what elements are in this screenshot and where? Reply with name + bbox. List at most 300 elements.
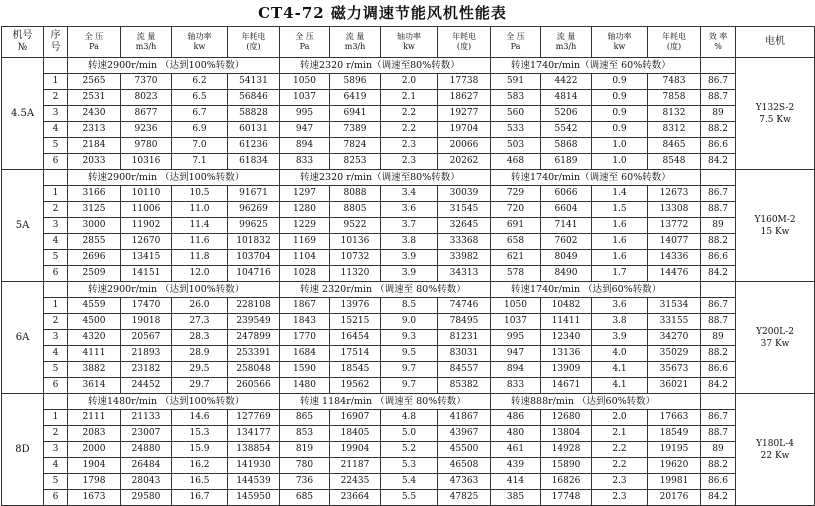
motor-spec: Y200L-2 37 Kw xyxy=(736,282,815,394)
table-cell: 14077 xyxy=(648,234,701,250)
table-cell: 86.6 xyxy=(701,138,736,154)
row-index: 3 xyxy=(44,218,68,234)
header-shaft-power: 轴功率 kw xyxy=(381,27,438,58)
table-cell: 19904 xyxy=(330,442,381,458)
row-index: 2 xyxy=(44,90,68,106)
table-cell: 583 xyxy=(491,90,541,106)
table-cell: 86.6 xyxy=(701,250,736,266)
table-cell: 3882 xyxy=(68,362,121,378)
table-cell: 3.4 xyxy=(381,186,438,202)
table-cell: 2.2 xyxy=(381,106,438,122)
table-cell: 1.6 xyxy=(592,218,648,234)
table-cell: 1.6 xyxy=(592,234,648,250)
table-cell: 253391 xyxy=(228,346,280,362)
table-cell: 16907 xyxy=(330,410,381,426)
table-cell: 13415 xyxy=(121,250,172,266)
table-cell: 1684 xyxy=(280,346,330,362)
row-index: 6 xyxy=(44,378,68,394)
table-row xyxy=(2,346,815,362)
table-row xyxy=(2,186,815,202)
table-cell: 12670 xyxy=(121,234,172,250)
table-cell: 45500 xyxy=(438,442,491,458)
motor-spec: Y160M-2 15 Kw xyxy=(736,170,815,282)
table-row xyxy=(2,90,815,106)
table-cell: 3.6 xyxy=(592,298,648,314)
header-shaft-power: 轴功率 kw xyxy=(172,27,228,58)
speed-row xyxy=(2,394,815,410)
table-cell: 12680 xyxy=(541,410,592,426)
table-cell: 2430 xyxy=(68,106,121,122)
table-cell: 88.7 xyxy=(701,90,736,106)
table-cell: 995 xyxy=(280,106,330,122)
motor-spec: Y180L-4 22 Kw xyxy=(736,394,815,506)
table-cell: 4320 xyxy=(68,330,121,346)
table-cell: 736 xyxy=(280,474,330,490)
page-title: CT4-72 磁力调速节能风机性能表 xyxy=(258,4,507,22)
table-cell: 88.2 xyxy=(701,458,736,474)
table-cell: 0.9 xyxy=(592,106,648,122)
speed-label: 转速2900r/min （达到100%转数） xyxy=(68,58,280,74)
table-cell: 86.7 xyxy=(701,186,736,202)
table-cell: 591 xyxy=(491,74,541,90)
table-cell: 1867 xyxy=(280,298,330,314)
table-cell: 4500 xyxy=(68,314,121,330)
fan-model: 5A xyxy=(2,170,44,282)
table-cell: 14928 xyxy=(541,442,592,458)
table-cell: 103704 xyxy=(228,250,280,266)
table-cell: 20176 xyxy=(648,490,701,506)
table-cell: 3125 xyxy=(68,202,121,218)
table-cell: 8677 xyxy=(121,106,172,122)
table-cell: 86.7 xyxy=(701,74,736,90)
table-cell: 414 xyxy=(491,474,541,490)
table-cell: 1169 xyxy=(280,234,330,250)
fan-performance-table xyxy=(1,26,815,506)
row-index: 4 xyxy=(44,458,68,474)
table-row xyxy=(2,234,815,250)
row-index: 1 xyxy=(44,410,68,426)
table-cell: 11902 xyxy=(121,218,172,234)
table-cell: 1.0 xyxy=(592,154,648,170)
table-cell: 5.5 xyxy=(381,490,438,506)
table-cell: 28043 xyxy=(121,474,172,490)
speed-label: 转速 1184r/min （调速至 80%转数） xyxy=(280,394,491,410)
table-cell: 1037 xyxy=(491,314,541,330)
table-cell: 2000 xyxy=(68,442,121,458)
table-cell: 1904 xyxy=(68,458,121,474)
table-cell: 1480 xyxy=(280,378,330,394)
table-cell: 17738 xyxy=(438,74,491,90)
table-cell: 247899 xyxy=(228,330,280,346)
table-cell: 3.9 xyxy=(381,266,438,282)
table-cell: 86.7 xyxy=(701,410,736,426)
table-cell: 1050 xyxy=(280,74,330,90)
table-cell: 61236 xyxy=(228,138,280,154)
table-cell: 0.9 xyxy=(592,74,648,90)
table-cell: 780 xyxy=(280,458,330,474)
table-cell: 13308 xyxy=(648,202,701,218)
table-cell: 7.1 xyxy=(172,154,228,170)
table-cell: 13772 xyxy=(648,218,701,234)
table-cell: 7858 xyxy=(648,90,701,106)
table-cell: 3000 xyxy=(68,218,121,234)
speed-label: 转速1740r/min（调速至 60%转数） xyxy=(491,58,701,74)
table-cell: 20262 xyxy=(438,154,491,170)
index-blank-cell xyxy=(44,58,68,74)
table-cell: 7824 xyxy=(330,138,381,154)
table-cell: 61834 xyxy=(228,154,280,170)
table-cell: 46508 xyxy=(438,458,491,474)
table-cell: 533 xyxy=(491,122,541,138)
table-cell: 19704 xyxy=(438,122,491,138)
table-cell: 17663 xyxy=(648,410,701,426)
speed-label: 转速2900r/min （达到100%转数） xyxy=(68,170,280,186)
table-cell: 23007 xyxy=(121,426,172,442)
table-cell: 12.0 xyxy=(172,266,228,282)
table-cell: 86.7 xyxy=(701,298,736,314)
table-cell: 19018 xyxy=(121,314,172,330)
table-cell: 6.7 xyxy=(172,106,228,122)
table-cell: 865 xyxy=(280,410,330,426)
table-row xyxy=(2,474,815,490)
table-cell: 995 xyxy=(491,330,541,346)
table-row xyxy=(2,218,815,234)
table-cell: 34313 xyxy=(438,266,491,282)
table-cell: 503 xyxy=(491,138,541,154)
row-index: 3 xyxy=(44,330,68,346)
table-cell: 23182 xyxy=(121,362,172,378)
row-index: 3 xyxy=(44,442,68,458)
table-cell: 9.7 xyxy=(381,378,438,394)
table-cell: 8465 xyxy=(648,138,701,154)
table-cell: 2.0 xyxy=(381,74,438,90)
table-cell: 10136 xyxy=(330,234,381,250)
table-cell: 8548 xyxy=(648,154,701,170)
table-cell: 29.7 xyxy=(172,378,228,394)
table-cell: 8805 xyxy=(330,202,381,218)
table-cell: 10.5 xyxy=(172,186,228,202)
table-row xyxy=(2,74,815,90)
table-cell: 258048 xyxy=(228,362,280,378)
table-cell: 85382 xyxy=(438,378,491,394)
table-row xyxy=(2,458,815,474)
table-cell: 5.2 xyxy=(381,442,438,458)
table-cell: 84.2 xyxy=(701,266,736,282)
table-cell: 9236 xyxy=(121,122,172,138)
table-cell: 1297 xyxy=(280,186,330,202)
header-index: 序 号 xyxy=(44,27,68,58)
table-cell: 621 xyxy=(491,250,541,266)
table-cell: 33155 xyxy=(648,314,701,330)
table-cell: 29.5 xyxy=(172,362,228,378)
table-cell: 23664 xyxy=(330,490,381,506)
table-cell: 81231 xyxy=(438,330,491,346)
table-cell: 21893 xyxy=(121,346,172,362)
table-cell: 4814 xyxy=(541,90,592,106)
table-cell: 1037 xyxy=(280,90,330,106)
table-cell: 47825 xyxy=(438,490,491,506)
table-cell: 78495 xyxy=(438,314,491,330)
row-index: 6 xyxy=(44,266,68,282)
table-cell: 89 xyxy=(701,106,736,122)
table-cell: 468 xyxy=(491,154,541,170)
fan-model: 8D xyxy=(2,394,44,506)
table-row xyxy=(2,154,815,170)
table-cell: 4.1 xyxy=(592,378,648,394)
table-cell: 24452 xyxy=(121,378,172,394)
table-cell: 239549 xyxy=(228,314,280,330)
table-cell: 11411 xyxy=(541,314,592,330)
table-cell: 21187 xyxy=(330,458,381,474)
table-cell: 11.6 xyxy=(172,234,228,250)
table-cell: 0.9 xyxy=(592,90,648,106)
table-row xyxy=(2,490,815,506)
table-cell: 7141 xyxy=(541,218,592,234)
table-cell: 2.2 xyxy=(592,442,648,458)
table-cell: 2.3 xyxy=(381,138,438,154)
table-cell: 2.2 xyxy=(592,458,648,474)
table-cell: 5.3 xyxy=(381,458,438,474)
table-cell: 947 xyxy=(491,346,541,362)
table-cell: 138854 xyxy=(228,442,280,458)
row-index: 5 xyxy=(44,474,68,490)
table-row xyxy=(2,330,815,346)
table-cell: 19562 xyxy=(330,378,381,394)
table-cell: 9.3 xyxy=(381,330,438,346)
speed-label: 转速1480r/min （达到100%转数） xyxy=(68,394,280,410)
table-cell: 145950 xyxy=(228,490,280,506)
table-cell: 21133 xyxy=(121,410,172,426)
table-cell: 19981 xyxy=(648,474,701,490)
speed-label: 转速1740r/min（调速至 60%转数） xyxy=(491,170,701,186)
table-row xyxy=(2,314,815,330)
table-row xyxy=(2,362,815,378)
speed-row xyxy=(2,282,815,298)
table-cell: 2033 xyxy=(68,154,121,170)
row-index: 6 xyxy=(44,490,68,506)
table-cell: 14151 xyxy=(121,266,172,282)
table-cell: 15890 xyxy=(541,458,592,474)
table-cell: 8312 xyxy=(648,122,701,138)
table-cell: 60131 xyxy=(228,122,280,138)
table-cell: 99625 xyxy=(228,218,280,234)
table-cell: 16826 xyxy=(541,474,592,490)
table-cell: 2184 xyxy=(68,138,121,154)
table-cell: 13136 xyxy=(541,346,592,362)
table-cell: 41867 xyxy=(438,410,491,426)
index-blank-cell xyxy=(44,170,68,186)
speed-label: 转速888r/min （达到60%转数） xyxy=(491,394,701,410)
table-cell: 1770 xyxy=(280,330,330,346)
table-cell: 28.3 xyxy=(172,330,228,346)
table-cell: 6.2 xyxy=(172,74,228,90)
table-cell: 9.7 xyxy=(381,362,438,378)
table-row xyxy=(2,426,815,442)
header-model: 机号 № xyxy=(2,27,44,58)
table-cell: 3.6 xyxy=(381,202,438,218)
table-cell: 101832 xyxy=(228,234,280,250)
header-flow: 流 量 m3/h xyxy=(330,27,381,58)
table-cell: 9780 xyxy=(121,138,172,154)
table-cell: 6419 xyxy=(330,90,381,106)
table-cell: 1229 xyxy=(280,218,330,234)
table-cell: 6.5 xyxy=(172,90,228,106)
table-cell: 729 xyxy=(491,186,541,202)
table-cell: 15215 xyxy=(330,314,381,330)
table-cell: 20066 xyxy=(438,138,491,154)
table-cell: 6941 xyxy=(330,106,381,122)
table-cell: 19620 xyxy=(648,458,701,474)
table-cell: 31545 xyxy=(438,202,491,218)
fan-model: 6A xyxy=(2,282,44,394)
table-cell: 18545 xyxy=(330,362,381,378)
table-cell: 2.3 xyxy=(381,154,438,170)
table-row xyxy=(2,122,815,138)
table-cell: 1028 xyxy=(280,266,330,282)
table-cell: 11320 xyxy=(330,266,381,282)
row-index: 2 xyxy=(44,426,68,442)
table-cell: 480 xyxy=(491,426,541,442)
table-cell: 43967 xyxy=(438,426,491,442)
table-cell: 86.6 xyxy=(701,474,736,490)
table-cell: 26484 xyxy=(121,458,172,474)
table-cell: 0.9 xyxy=(592,122,648,138)
table-cell: 461 xyxy=(491,442,541,458)
table-cell: 7483 xyxy=(648,74,701,90)
table-cell: 10732 xyxy=(330,250,381,266)
table-cell: 819 xyxy=(280,442,330,458)
table-cell: 20567 xyxy=(121,330,172,346)
table-cell: 8253 xyxy=(330,154,381,170)
table-cell: 127769 xyxy=(228,410,280,426)
speed-row xyxy=(2,170,815,186)
row-index: 4 xyxy=(44,122,68,138)
table-cell: 2696 xyxy=(68,250,121,266)
speed-label: 转速 2320r/min （调速至 80%转数） xyxy=(280,282,491,298)
table-cell: 96269 xyxy=(228,202,280,218)
table-cell: 3614 xyxy=(68,378,121,394)
table-cell: 31534 xyxy=(648,298,701,314)
table-cell: 2083 xyxy=(68,426,121,442)
row-index: 2 xyxy=(44,314,68,330)
table-cell: 16.5 xyxy=(172,474,228,490)
table-cell: 2.3 xyxy=(592,474,648,490)
row-index: 5 xyxy=(44,362,68,378)
table-cell: 853 xyxy=(280,426,330,442)
table-cell: 1050 xyxy=(491,298,541,314)
table-cell: 83031 xyxy=(438,346,491,362)
table-cell: 228108 xyxy=(228,298,280,314)
table-cell: 13976 xyxy=(330,298,381,314)
table-cell: 894 xyxy=(280,138,330,154)
table-cell: 2.3 xyxy=(592,490,648,506)
table-cell: 1798 xyxy=(68,474,121,490)
table-cell: 685 xyxy=(280,490,330,506)
table-cell: 19277 xyxy=(438,106,491,122)
table-cell: 15.9 xyxy=(172,442,228,458)
fan-model: 4.5A xyxy=(2,58,44,170)
table-cell: 1590 xyxy=(280,362,330,378)
table-cell: 2.1 xyxy=(592,426,648,442)
table-cell: 27.3 xyxy=(172,314,228,330)
table-cell: 13909 xyxy=(541,362,592,378)
speed-label: 转速2900r/min （达到100%转数） xyxy=(68,282,280,298)
row-index: 3 xyxy=(44,106,68,122)
table-row xyxy=(2,378,815,394)
header-flow: 流 量 m3/h xyxy=(541,27,592,58)
table-cell: 16.7 xyxy=(172,490,228,506)
table-cell: 947 xyxy=(280,122,330,138)
table-cell: 56846 xyxy=(228,90,280,106)
table-cell: 19195 xyxy=(648,442,701,458)
table-cell: 5542 xyxy=(541,122,592,138)
table-cell: 58828 xyxy=(228,106,280,122)
header-efficiency: 效 率 % xyxy=(701,27,736,58)
table-cell: 2509 xyxy=(68,266,121,282)
table-cell: 12340 xyxy=(541,330,592,346)
table-cell: 2565 xyxy=(68,74,121,90)
table-cell: 486 xyxy=(491,410,541,426)
table-cell: 84.2 xyxy=(701,490,736,506)
table-cell: 1.0 xyxy=(592,138,648,154)
table-cell: 4111 xyxy=(68,346,121,362)
table-cell: 4.0 xyxy=(592,346,648,362)
table-cell: 5896 xyxy=(330,74,381,90)
row-index: 6 xyxy=(44,154,68,170)
table-cell: 15.3 xyxy=(172,426,228,442)
row-index: 2 xyxy=(44,202,68,218)
table-cell: 89 xyxy=(701,330,736,346)
table-cell: 144539 xyxy=(228,474,280,490)
table-cell: 26.0 xyxy=(172,298,228,314)
table-cell: 9.5 xyxy=(381,346,438,362)
table-cell: 89 xyxy=(701,218,736,234)
table-cell: 14336 xyxy=(648,250,701,266)
table-cell: 88.7 xyxy=(701,202,736,218)
row-index: 4 xyxy=(44,346,68,362)
header-shaft-power: 轴功率 kw xyxy=(592,27,648,58)
table-cell: 7602 xyxy=(541,234,592,250)
table-cell: 28.9 xyxy=(172,346,228,362)
table-cell: 5.0 xyxy=(381,426,438,442)
efficiency-blank-cell xyxy=(701,282,736,298)
table-cell: 88.7 xyxy=(701,314,736,330)
table-cell: 11.0 xyxy=(172,202,228,218)
table-cell: 439 xyxy=(491,458,541,474)
table-cell: 7370 xyxy=(121,74,172,90)
table-cell: 18549 xyxy=(648,426,701,442)
table-cell: 6.9 xyxy=(172,122,228,138)
table-cell: 84.2 xyxy=(701,378,736,394)
table-cell: 1.6 xyxy=(592,250,648,266)
row-index: 5 xyxy=(44,138,68,154)
table-cell: 22435 xyxy=(330,474,381,490)
table-cell: 88.2 xyxy=(701,346,736,362)
table-cell: 2111 xyxy=(68,410,121,426)
table-cell: 11.4 xyxy=(172,218,228,234)
table-cell: 3.9 xyxy=(381,250,438,266)
table-cell: 691 xyxy=(491,218,541,234)
table-cell: 33982 xyxy=(438,250,491,266)
table-cell: 4559 xyxy=(68,298,121,314)
table-cell: 8023 xyxy=(121,90,172,106)
table-cell: 5206 xyxy=(541,106,592,122)
table-cell: 29580 xyxy=(121,490,172,506)
table-cell: 104716 xyxy=(228,266,280,282)
table-cell: 47363 xyxy=(438,474,491,490)
speed-label: 转速2320 r/min（调速至80%转数） xyxy=(280,58,491,74)
table-cell: 578 xyxy=(491,266,541,282)
